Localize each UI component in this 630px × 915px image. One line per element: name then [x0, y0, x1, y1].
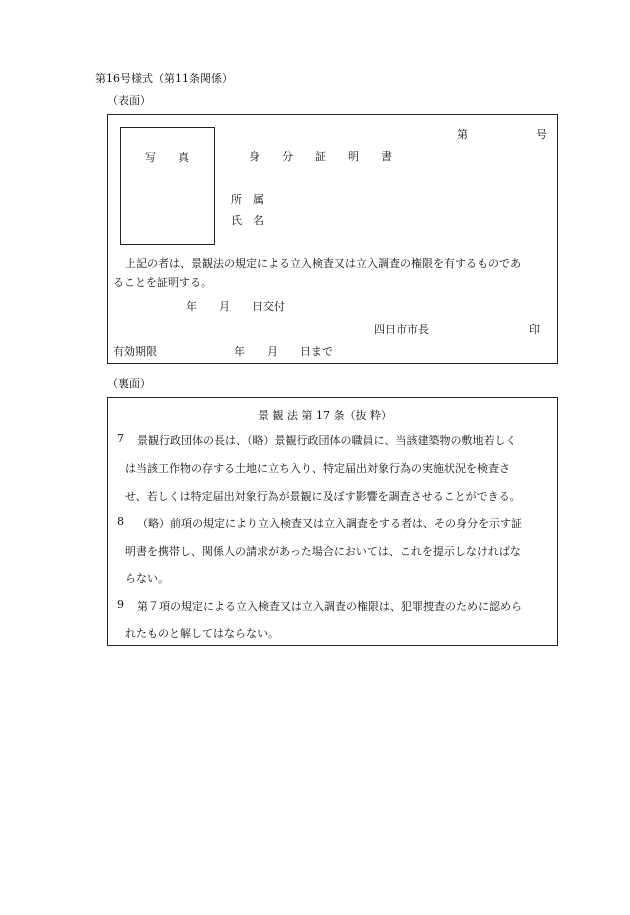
- law-title: 景 観 法 第 17 条（抜 粋）: [258, 409, 392, 422]
- item-line: は当該工作物の存する土地に立ち入り、特定届出対象行為の実施状況を検査さ: [125, 462, 510, 475]
- issuer: 四日市市長: [374, 323, 429, 336]
- back-label: （裏面）: [107, 377, 151, 390]
- photo-box: [120, 127, 215, 245]
- item-line: らない。: [125, 572, 169, 585]
- item-number: 9: [117, 598, 124, 611]
- back-card: [107, 397, 558, 646]
- item-line: せ、若しくは特定届出対象行為が景観に及ぼす影響を調査させることができる。: [125, 490, 521, 503]
- certificate-number-prefix: 第: [457, 128, 468, 141]
- validity-label: 有効期限: [113, 345, 157, 358]
- item-number: 7: [117, 432, 124, 445]
- validity-date: 年 月 日まで: [234, 345, 333, 358]
- issued-date: 年 月 日交付: [186, 300, 285, 313]
- statement-line-2: ることを証明する。: [113, 276, 212, 289]
- item-line: 景観行政団体の長は、（略）景観行政団体の職員に、当該建築物の敷地若しく: [137, 434, 517, 447]
- item-number: 8: [117, 515, 124, 528]
- photo-label: 写 真: [145, 151, 189, 164]
- item-line: れたものと解してはならない。: [125, 627, 279, 640]
- item-line: （略）前項の規定により立入検査又は立入調査をする者は、その身分を示す証: [137, 517, 522, 530]
- affiliation-label: 所 属: [231, 193, 264, 206]
- certificate-title: 身 分 証 明 書: [249, 150, 392, 163]
- name-label: 氏 名: [231, 214, 264, 227]
- front-card: [107, 114, 558, 364]
- seal-mark: 印: [529, 323, 540, 336]
- certificate-number-suffix: 号: [536, 128, 547, 141]
- item-line: 明書を携帯し、関係人の請求があった場合においては、これを提示しなければな: [125, 545, 521, 558]
- statement-line-1: 上記の者は、景観法の規定による立入検査又は立入調査の権限を有するものであ: [125, 257, 521, 270]
- item-line: 第７項の規定による立入検査又は立入調査の権限は、犯罪捜査のために認めら: [137, 600, 522, 613]
- front-label: （表面）: [107, 94, 151, 107]
- form-number: 第16号様式（第11条関係）: [95, 72, 233, 85]
